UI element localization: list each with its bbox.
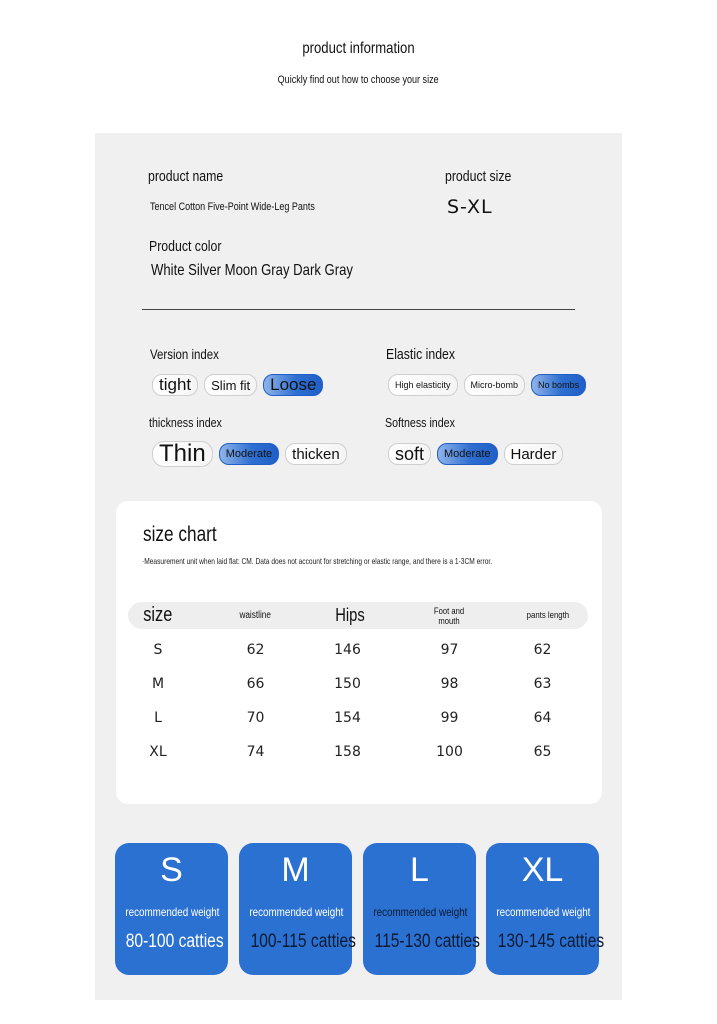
size-chart-note: ·Measurement unit when laid flat: CM. Data does not account for stretching or elastic range, and there is a 1-3CM error. bbox=[142, 556, 493, 566]
thickness-index-options bbox=[152, 441, 347, 467]
option-soft: soft bbox=[388, 443, 431, 465]
table-row bbox=[128, 740, 588, 764]
header-pants-length: pants length bbox=[526, 610, 570, 621]
page-title: product information bbox=[302, 40, 415, 57]
cell-pants-length: 65 bbox=[533, 744, 552, 760]
cell-waistline: 62 bbox=[246, 642, 265, 658]
divider bbox=[142, 309, 575, 310]
weight-card-s bbox=[115, 843, 228, 975]
version-index-options bbox=[152, 374, 323, 396]
product-color-value: White Silver Moon Gray Dark Gray bbox=[151, 262, 353, 279]
header-size: size bbox=[143, 604, 173, 626]
softness-index-label: Softness index bbox=[385, 415, 455, 430]
weight-card-range: 100-115 catties bbox=[250, 931, 356, 952]
weight-card-m bbox=[239, 843, 356, 975]
option-harder: Harder bbox=[504, 443, 564, 465]
cell-waistline: 74 bbox=[246, 744, 265, 760]
option-thicken: thicken bbox=[285, 443, 347, 465]
cell-waistline: 70 bbox=[246, 710, 265, 726]
option-moderate-thickness: Moderate bbox=[219, 443, 279, 465]
weight-card-range: 80-100 catties bbox=[125, 931, 224, 952]
table-row bbox=[128, 672, 588, 696]
weight-card-size: M bbox=[281, 851, 310, 889]
table-row bbox=[128, 706, 588, 730]
weight-card-l bbox=[363, 843, 480, 975]
softness-index-options bbox=[388, 443, 563, 465]
option-no-bombs: No bombs bbox=[531, 374, 586, 396]
cell-pants-length: 63 bbox=[533, 676, 552, 692]
product-size-label: product size bbox=[445, 168, 512, 185]
header-foot-and-mouth: Foot and mouth bbox=[433, 605, 465, 626]
thickness-index-label: thickness index bbox=[149, 415, 222, 430]
cell-hips: 146 bbox=[334, 642, 361, 658]
cell-foot-and-mouth: 98 bbox=[440, 676, 459, 692]
cell-hips: 150 bbox=[334, 676, 361, 692]
weight-card-range: 115-130 catties bbox=[374, 931, 480, 952]
option-high-elasticity: High elasticity bbox=[388, 374, 458, 396]
weight-card-range: 130-145 catties bbox=[497, 931, 605, 952]
cell-waistline: 66 bbox=[246, 676, 265, 692]
weight-card-label: recommended weight bbox=[249, 905, 344, 919]
product-panel bbox=[95, 133, 622, 1000]
weight-card-xl bbox=[486, 843, 605, 975]
weight-card-label: recommended weight bbox=[125, 905, 220, 919]
elastic-index-label: Elastic index bbox=[386, 346, 456, 363]
weight-card-size: XL bbox=[521, 851, 564, 889]
header-hips: Hips bbox=[335, 605, 366, 625]
option-loose: Loose bbox=[263, 374, 323, 396]
header-waistline: waistline bbox=[239, 610, 272, 621]
weight-card-label: recommended weight bbox=[373, 905, 468, 919]
option-micro-bomb: Micro-bomb bbox=[464, 374, 526, 396]
weight-card-label: recommended weight bbox=[496, 905, 591, 919]
cell-pants-length: 64 bbox=[533, 710, 552, 726]
product-size-value: S-XL bbox=[447, 196, 493, 218]
option-thin: Thin bbox=[152, 441, 213, 467]
weight-card-size: S bbox=[160, 851, 183, 889]
cell-size: L bbox=[154, 710, 162, 726]
cell-foot-and-mouth: 97 bbox=[440, 642, 459, 658]
cell-size: S bbox=[153, 642, 163, 658]
size-table-header bbox=[128, 602, 588, 629]
cell-size: M bbox=[151, 676, 165, 692]
table-row bbox=[128, 638, 588, 662]
option-slim-fit: Slim fit bbox=[204, 374, 257, 396]
cell-size: XL bbox=[149, 744, 167, 760]
weight-card-size: L bbox=[410, 851, 429, 889]
elastic-index-options bbox=[388, 374, 586, 396]
cell-hips: 154 bbox=[334, 710, 361, 726]
cell-pants-length: 62 bbox=[533, 642, 552, 658]
size-chart-title: size chart bbox=[143, 523, 217, 546]
size-chart-card bbox=[116, 501, 602, 804]
product-color-label: Product color bbox=[149, 238, 222, 255]
product-name-label: product name bbox=[148, 168, 224, 185]
cell-foot-and-mouth: 99 bbox=[440, 710, 459, 726]
version-index-label: Version index bbox=[150, 346, 219, 362]
option-tight: tight bbox=[152, 374, 198, 396]
option-moderate-softness: Moderate bbox=[437, 443, 497, 465]
page-subtitle: Quickly find out how to choose your size bbox=[278, 74, 439, 86]
cell-hips: 158 bbox=[334, 744, 361, 760]
product-name-value: Tencel Cotton Five-Point Wide-Leg Pants bbox=[150, 201, 315, 213]
cell-foot-and-mouth: 100 bbox=[436, 744, 463, 760]
